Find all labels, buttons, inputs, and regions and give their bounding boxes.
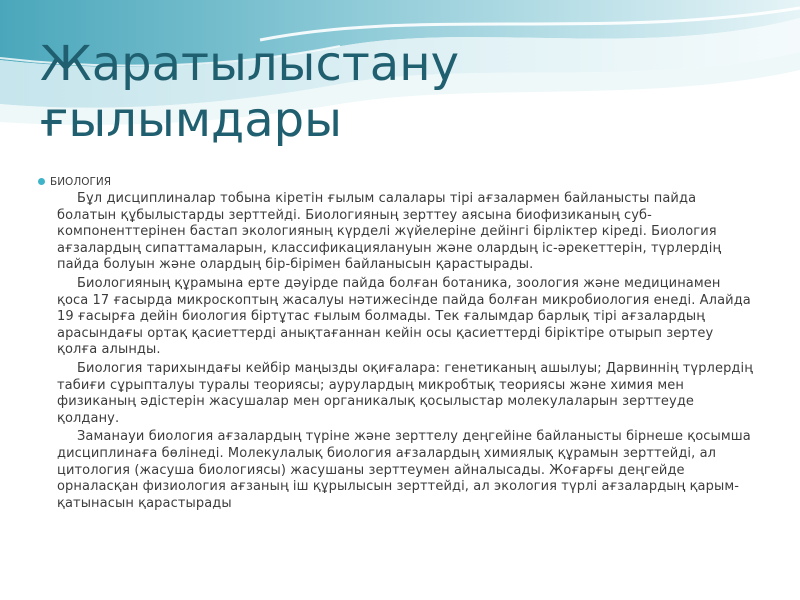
paragraph-1: Бұл дисциплиналар тобына кіретін ғылым салалары тірі ағзалармен байланысты пайда болатын құбылыстарды зерттейді. Биологияның зерттеу аясына биофизиканың суб-компоненттерінен бастап экологияның күрделі жүйелеріне дейінгі бірліктер кіреді. Биология ағзалардың сипаттамаларын, классификациялануын және олардың іс-әрекеттерін, түрлердің пайда болуын және олардың бір-бірімен байланысын қарастырады. [57,191,722,273]
paragraph-4: Заманауи биология ағзалардың түріне және зерттелу деңгейіне байланысты бірнеше қосымша дисциплинаға бөлінеді. Молекулалық биология ағзалардың химиялық құрамын зерттейді, ал цитология (жасуша биологиясы) жасушаны зерттеумен айналысады. Жоғарғы деңгейде орналасқан физиология ағзаның іш құрылысын зерттейді, ал экология түрлі ағзалардың қарым-қатынасын қарастырады [57,429,751,511]
paragraph-3: Биология тарихындағы кейбір маңызды оқиғалара: генетиканың ашылуы; Дарвиннің түрлердің табиғи сұрыпталуы туралы теориясы; аурулардың микробтық теориясы және химия мен физиканың әдістерін жасушалар мен органикалық қосылыстар молекулаларын зерттеуде қолдану. [57,360,753,426]
paragraph-2: Биологияның құрамына ерте дәуірде пайда болған ботаника, зоология және медицинамен қоса 17 ғасырда микроскоптың жасалуы нәтижесінде пайда болған микробиология енеді. Алайда 19 ғасырға дейін биология біртұтас ғылым болмады. Тек ғалымдар барлық тірі ағзалардың арасындағы ортақ қасиеттерді анықтағаннан кейін осы қасиеттерді біріктіре отырып зертеу қолға алынды. [57,275,751,358]
title-line-1: Жаратылыстану [40,36,459,92]
title-line-2: ғылымдары [40,92,342,148]
bullet-dot-icon [38,178,45,185]
slide-content [44,174,756,514]
bullet-item [44,174,756,190]
slide-title [40,36,780,148]
bullet-label: БИОЛОГИЯ [50,176,112,188]
